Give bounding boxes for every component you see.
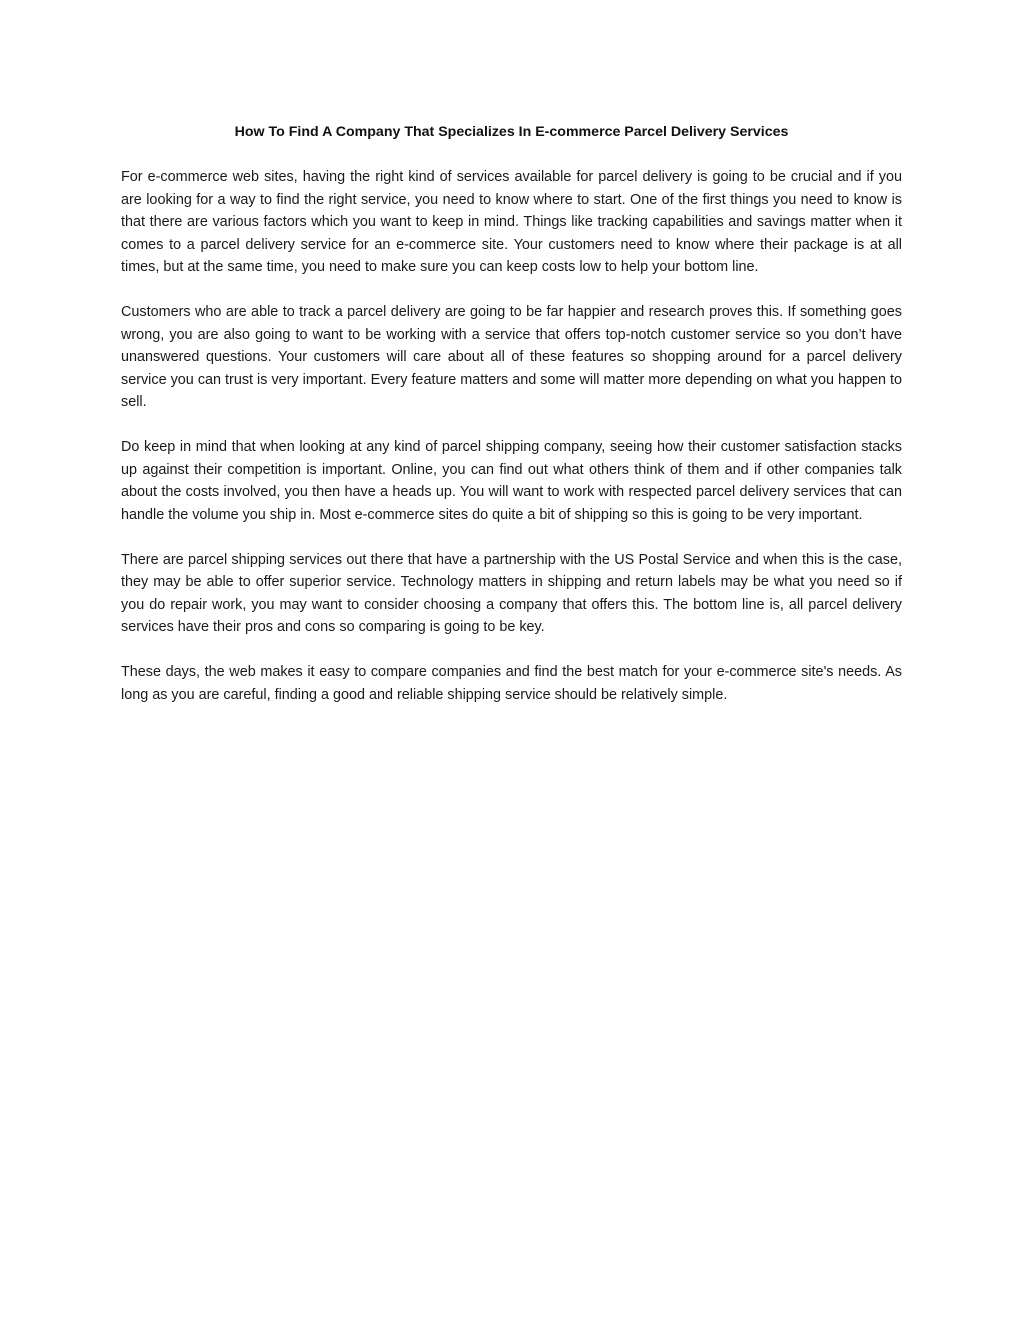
paragraph-2: Customers who are able to track a parcel delivery are going to be far happier and research proves this. If something goes wrong, you are also going to want to be working with a service that offers top-notch customer service so you don’t have unanswered questions. Your customers will care about all of these features so shopping around for a parcel delivery service you can trust is very important. Every feature matters and some will matter more depending on what you happen to sell. — [121, 304, 902, 410]
paragraph-4: There are parcel shipping services out there that have a partnership with the US Postal Service and when this is the case, they may be able to offer superior service. Technology matters in shipping and return labels may be what you need so if you do repair work, you may want to consider choosing a company that offers this. The bottom line is, all parcel delivery services have their pros and cons so comparing is going to be key. — [121, 551, 902, 635]
paragraph-3: Do keep in mind that when looking at any kind of parcel shipping company, seeing how their customer satisfaction stacks up against their competition is important. Online, you can find out what others think of them and if other companies talk about the costs involved, you then have a heads up. You will want to work with respected parcel delivery services that can handle the volume you ship in. Most e-commerce sites do quite a bit of shipping so this is going to be very important. — [121, 439, 902, 523]
paragraph-5: These days, the web makes it easy to compare companies and find the best match for your e-commerce site's needs. As long as you are careful, finding a good and reliable shipping service should be relatively simple. — [121, 664, 902, 703]
document-title: How To Find A Company That Specializes In E-commerce Parcel Delivery Services — [234, 124, 789, 140]
paragraph-1: For e-commerce web sites, having the right kind of services available for parcel delivery is going to be crucial and if you are looking for a way to find the right service, you need to know where to start. One of the first things you need to know is that there are various factors which you want to keep in mind. Things like tracking capabilities and savings matter when it comes to a parcel delivery service for an e-commerce site. Your customers need to know where their package is at all times, but at the same time, you need to make sure you can keep costs low to help your bottom line. — [121, 169, 902, 275]
document-body — [121, 121, 902, 729]
